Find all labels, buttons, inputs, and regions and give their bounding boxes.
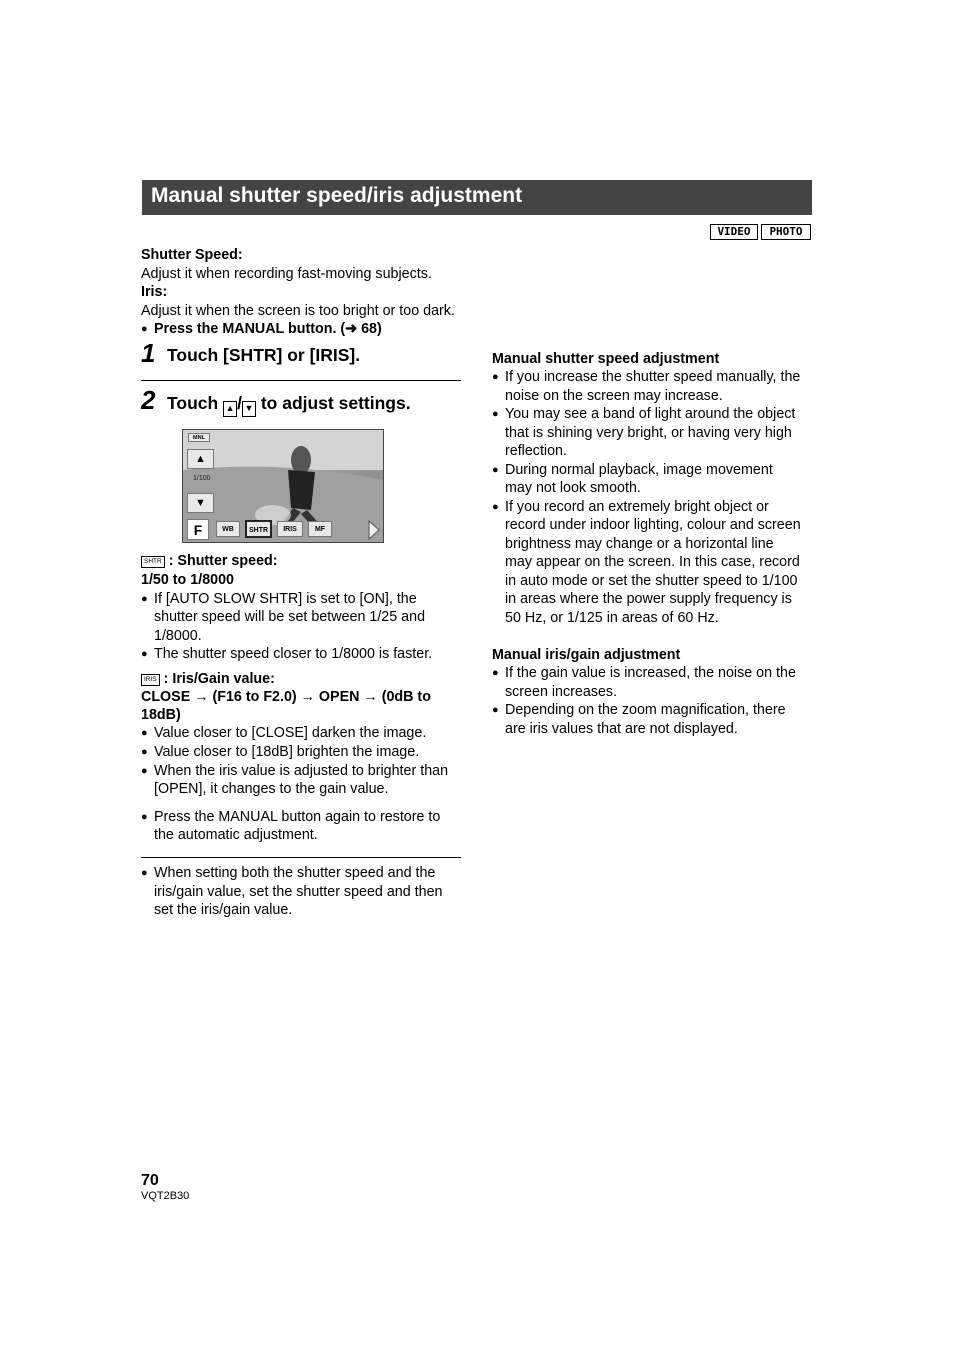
restore-note-line-2: the automatic adjustment. <box>154 827 318 843</box>
iris-range-line-2: 18dB) <box>141 707 181 723</box>
mf-button[interactable]: MF <box>308 521 332 537</box>
bullet: ● <box>141 727 148 739</box>
order-note-line-1: When setting both the shutter speed and the <box>154 865 436 881</box>
iris-label: Iris: <box>141 284 168 300</box>
shtr-note-2: The shutter speed closer to 1/8000 is faster. <box>154 646 433 662</box>
step-1-text: Touch [SHTR] or [IRIS]. <box>167 345 361 365</box>
screen-up-button[interactable]: ▲ <box>187 449 214 469</box>
f-menu-button[interactable]: F <box>187 519 209 540</box>
gain-note-1-line-2: screen increases. <box>505 684 618 700</box>
iris-note-1: Value closer to [CLOSE] darken the image. <box>154 725 427 741</box>
shtr-note-1-line-2: shutter speed will be set between 1/25 and <box>154 609 426 625</box>
shutter-value-readout: 1/100 <box>193 475 211 482</box>
right-note-2-line-2: that is shining very bright, or having very high <box>505 425 792 441</box>
press-manual-text: Press the MANUAL button. (➜ 68) <box>154 321 382 337</box>
iris-adjust-heading: Manual iris/gain adjustment <box>492 647 681 663</box>
step-2-part-a: Touch <box>167 393 219 413</box>
bullet: ● <box>141 765 148 777</box>
step-2-part-c: to adjust settings. <box>260 393 411 413</box>
shtr-heading <box>141 552 278 571</box>
iris-heading <box>141 670 275 689</box>
bullet: ● <box>492 408 499 420</box>
step-1-number: 1 <box>141 338 156 368</box>
wb-button[interactable]: WB <box>216 521 240 537</box>
shtr-icon: SHTR <box>141 556 165 568</box>
bullet: ● <box>141 811 148 823</box>
divider <box>141 380 461 381</box>
order-note-line-2: iris/gain value, set the shutter speed and then <box>154 884 443 900</box>
video-badge: VIDEO <box>710 224 758 240</box>
bullet: ● <box>141 746 148 758</box>
step-2-number: 2 <box>141 385 156 415</box>
bullet: ● <box>492 501 499 513</box>
camera-screen-image <box>182 429 384 543</box>
order-note-line-3: set the iris/gain value. <box>154 902 293 918</box>
divider <box>141 857 461 858</box>
shtr-note-1-line-3: 1/8000. <box>154 628 202 644</box>
bullet: ● <box>492 667 499 679</box>
section-title-bar <box>142 180 812 215</box>
next-arrow-icon[interactable] <box>367 520 381 540</box>
shutter-adjust-heading: Manual shutter speed adjustment <box>492 351 720 367</box>
bullet: ● <box>141 323 148 335</box>
down-key-icon: ▼ <box>242 401 256 417</box>
right-note-4-line-7: 50 Hz, or 1/125 in areas of 60 Hz. <box>505 610 719 626</box>
shutter-speed-desc: Adjust it when recording fast-moving subjects. <box>141 266 432 282</box>
right-note-4-line-2: record under indoor lighting, colour and screen <box>505 517 801 533</box>
photo-badge: PHOTO <box>761 224 811 240</box>
iris-range-line-1: CLOSE → (F16 to F2.0) → OPEN → (0dB to <box>141 689 431 705</box>
page-title: Manual shutter speed/iris adjustment <box>151 184 523 207</box>
right-note-4-line-3: brightness may change or a horizontal line <box>505 536 774 552</box>
shutter-speed-label: Shutter Speed: <box>141 247 243 263</box>
right-note-4-line-5: in auto mode or set the shutter speed to 1/100 <box>505 573 798 589</box>
right-note-2-line-1: You may see a band of light around the object <box>505 406 796 422</box>
right-note-3-line-2: may not look smooth. <box>505 480 641 496</box>
iris-heading-text: : Iris/Gain value: <box>163 671 275 687</box>
step-2-text <box>167 393 411 417</box>
gain-note-2-line-1: Depending on the zoom magnification, there <box>505 702 786 718</box>
screen-down-button[interactable]: ▼ <box>187 493 214 513</box>
up-key-icon: ▲ <box>223 401 237 417</box>
restore-note-line-1: Press the MANUAL button again to restore to <box>154 809 441 825</box>
document-code: VQT2B30 <box>141 1190 190 1202</box>
bullet: ● <box>492 464 499 476</box>
bullet: ● <box>141 867 148 879</box>
shtr-range: 1/50 to 1/8000 <box>141 572 234 588</box>
right-note-1-line-1: If you increase the shutter speed manually, the <box>505 369 801 385</box>
iris-button[interactable]: IRIS <box>277 521 303 537</box>
shtr-button[interactable]: SHTR <box>245 520 272 538</box>
page-number: 70 <box>141 1172 159 1189</box>
mnl-indicator: MNL <box>188 433 210 442</box>
iris-desc: Adjust it when the screen is too bright or too dark. <box>141 303 455 319</box>
iris-note-3-line-1: When the iris value is adjusted to brighter than <box>154 763 449 779</box>
bullet: ● <box>492 371 499 383</box>
step-2-slash: / <box>237 393 242 413</box>
iris-icon: IRIS <box>141 674 160 686</box>
right-note-4-line-6: in areas where the power supply frequency is <box>505 591 792 607</box>
bullet: ● <box>492 704 499 716</box>
iris-note-3-line-2: [OPEN], it changes to the gain value. <box>154 781 389 797</box>
shtr-heading-text: : Shutter speed: <box>168 553 278 569</box>
gain-note-2-line-2: are iris values that are not displayed. <box>505 721 738 737</box>
iris-note-2: Value closer to [18dB] brighten the image. <box>154 744 420 760</box>
gain-note-1-line-1: If the gain value is increased, the noise on the <box>505 665 796 681</box>
bullet: ● <box>141 648 148 660</box>
right-note-2-line-3: reflection. <box>505 443 567 459</box>
bullet: ● <box>141 593 148 605</box>
right-note-4-line-1: If you record an extremely bright object or <box>505 499 769 515</box>
shtr-note-1-line-1: If [AUTO SLOW SHTR] is set to [ON], the <box>154 591 417 607</box>
right-note-3-line-1: During normal playback, image movement <box>505 462 773 478</box>
right-note-1-line-2: noise on the screen may increase. <box>505 388 723 404</box>
right-note-4-line-4: may appear on the screen. In this case, record <box>505 554 800 570</box>
